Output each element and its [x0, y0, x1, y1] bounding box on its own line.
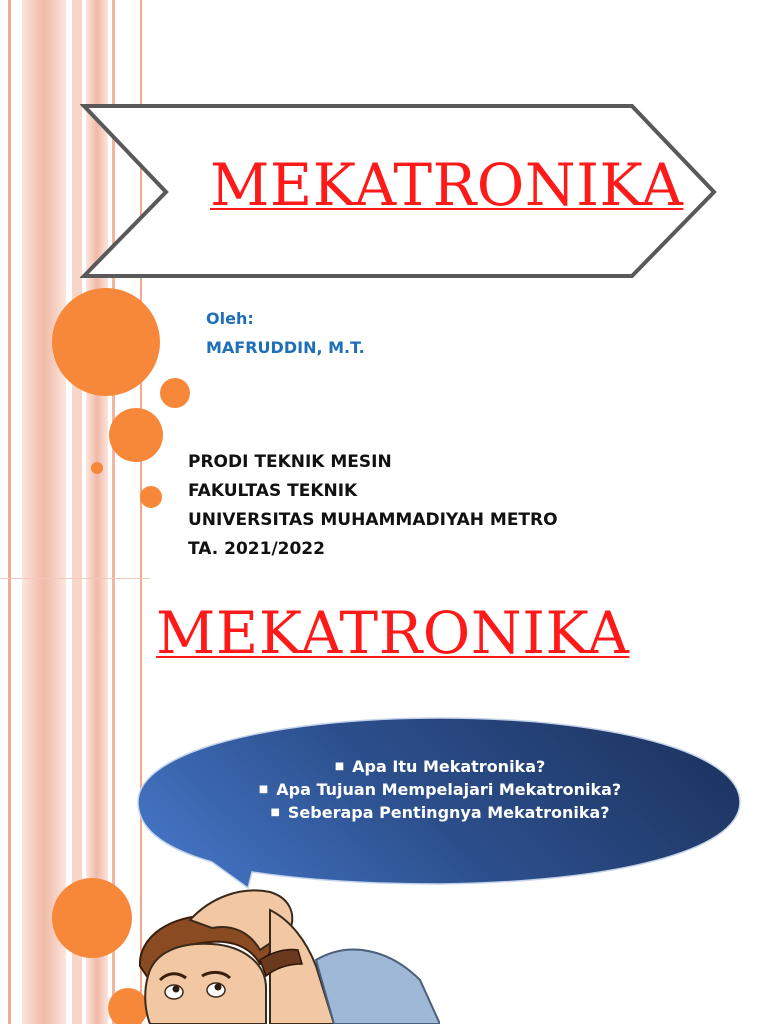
- author-block: [206, 304, 365, 362]
- section-title: MEKATRONIKA: [156, 599, 630, 667]
- question-list: [200, 755, 680, 824]
- list-item: ■ Apa Itu Mekatronika?: [334, 757, 546, 776]
- author-label: Oleh:: [206, 309, 254, 328]
- institution-line: FAKULTAS TEKNIK: [188, 481, 358, 501]
- main-title: MEKATRONIKA: [210, 151, 684, 219]
- bullet-icon: ■: [258, 784, 269, 795]
- institution-line: UNIVERSITAS MUHAMMADIYAH METRO: [188, 510, 558, 530]
- confused-person-illustration: [120, 880, 440, 1024]
- list-item: ■ Seberapa Pentingnya Mekatronika?: [270, 803, 610, 822]
- author-name: MAFRUDDIN, M.T.: [206, 338, 365, 357]
- institution-line: TA. 2021/2022: [188, 539, 325, 559]
- circle-medium: [109, 408, 163, 462]
- institution-block: [188, 448, 558, 564]
- list-item: ■ Apa Tujuan Mempelajari Mekatronika?: [258, 780, 622, 799]
- circle-large: [52, 288, 160, 396]
- bullet-icon: ■: [334, 761, 345, 772]
- circle-small-2: [140, 486, 162, 508]
- bullet-icon: ■: [270, 807, 280, 818]
- institution-line: PRODI TEKNIK MESIN: [188, 452, 392, 472]
- circle-tiny: [91, 462, 103, 474]
- circle-small: [160, 378, 190, 408]
